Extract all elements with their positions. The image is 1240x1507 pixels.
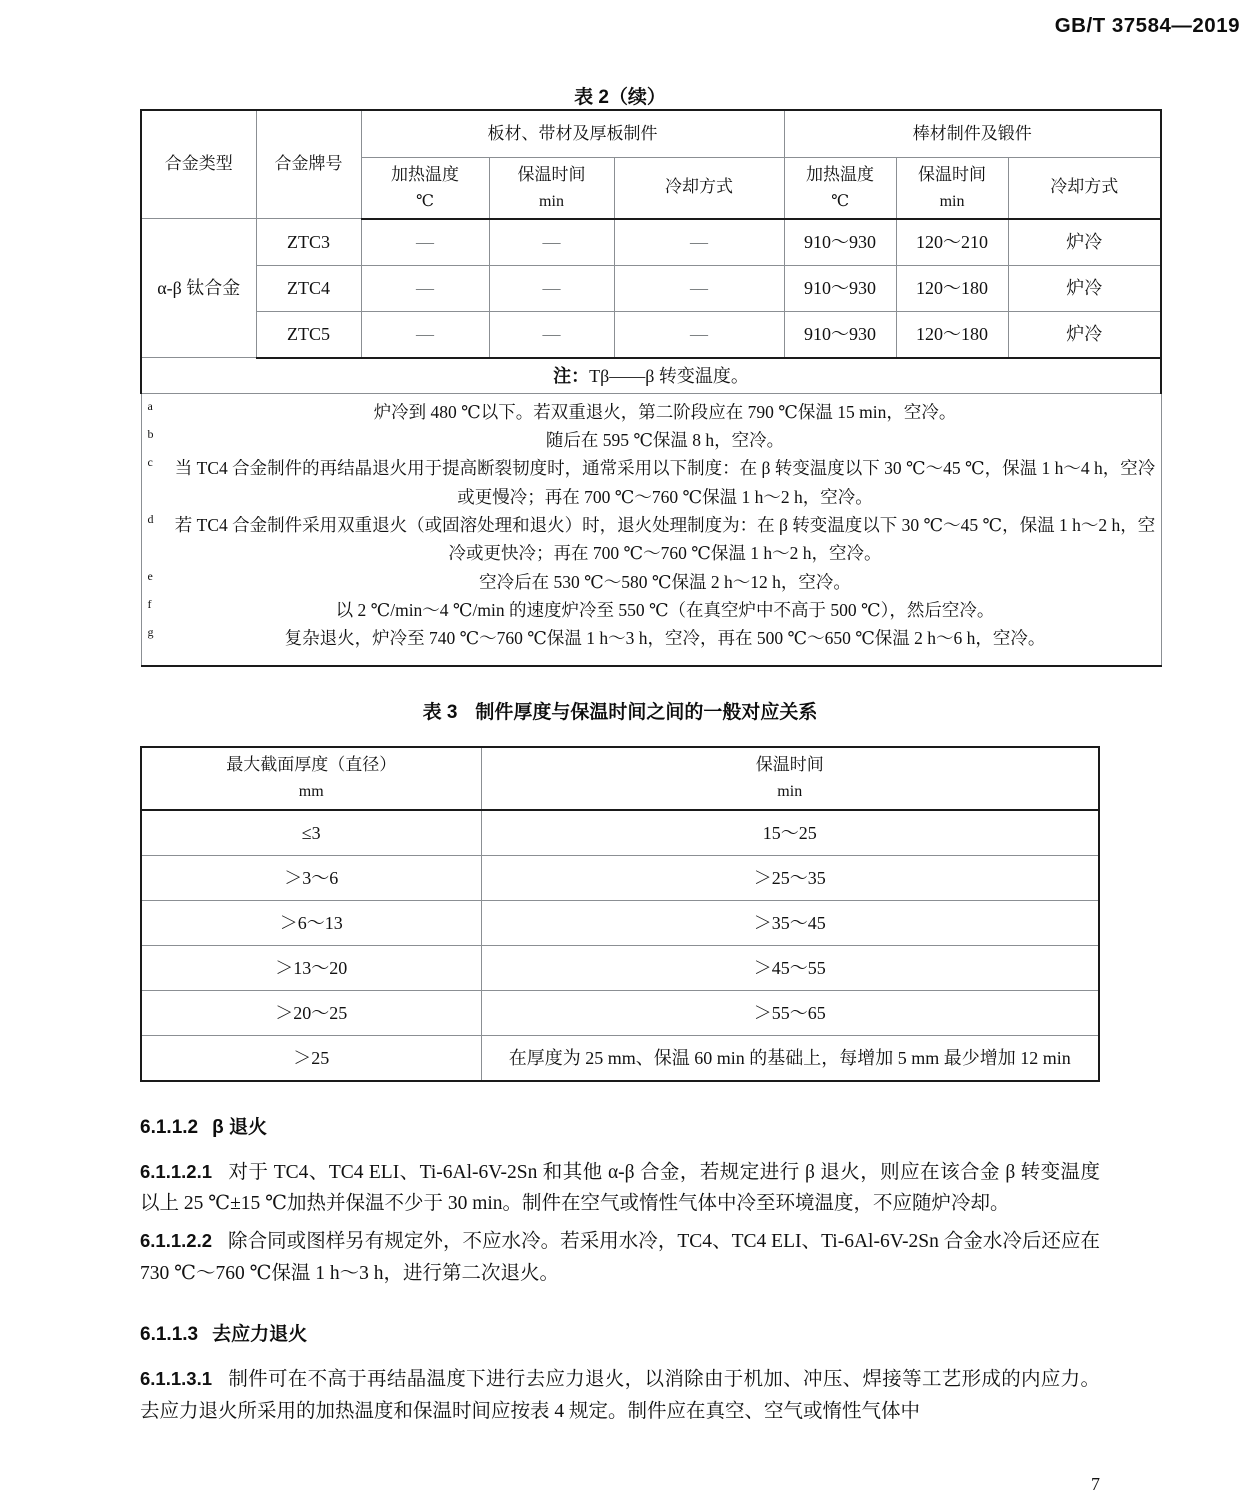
paragraph-6-1-1-3-1: [140, 1364, 1100, 1427]
table3-caption: [140, 697, 1100, 724]
running-header-standard-number: GB/T 37584—2019: [1054, 14, 1240, 37]
footnote-mark: f: [147, 597, 152, 611]
th-bar-hold-time-label: 保温时间: [918, 165, 987, 184]
table2-note: [141, 358, 1161, 394]
td-grade: ZTC5: [256, 311, 361, 358]
td-sheet-temp: —: [361, 219, 489, 266]
paragraph-6-1-1-2-2: [140, 1226, 1100, 1289]
paragraph-text: 除合同或图样另有规定外，不应水冷。若采用水冷，TC4、TC4 ELI、Ti-6Al-6V-2Sn 合金水冷后还应在 730 ℃～760 ℃保温 1 h～3 h，进行第二次退火。: [140, 1230, 1100, 1284]
table3-caption-label: 表 3: [422, 701, 458, 723]
table2-note-row: [141, 358, 1161, 394]
table2-footnotes-row: [141, 393, 1161, 666]
td-bar-time: 120～180: [896, 265, 1008, 311]
section-heading-6-1-1-3: [140, 1319, 1100, 1346]
section-number: 6.1.1.2: [140, 1116, 199, 1138]
section-title: 去应力退火: [212, 1324, 308, 1346]
td-sheet-time: —: [489, 219, 614, 266]
td-thickness: ＞6～13: [141, 900, 481, 945]
footnote-item: [144, 511, 1159, 568]
table-row: [141, 945, 1099, 990]
section-number: 6.1.1.3: [140, 1324, 199, 1346]
th-group-sheet: 板材、带材及厚板制件: [361, 110, 784, 158]
footnote-mark: e: [147, 568, 153, 583]
table-row: [141, 1035, 1099, 1081]
paragraph-number: 6.1.1.2.1: [140, 1160, 213, 1182]
td-bar-cool: 炉冷: [1008, 311, 1161, 358]
footnote-mark: a: [147, 398, 153, 413]
td-time: 在厚度为 25 mm、保温 60 min 的基础上，每增加 5 mm 最少增加 12 min: [481, 1035, 1099, 1081]
td-bar-temp: 910～930: [784, 311, 896, 358]
td-thickness: ＞3～6: [141, 855, 481, 900]
table-row: [141, 810, 1099, 856]
footnote-mark: b: [147, 426, 154, 441]
footnote-item: [144, 596, 1159, 624]
footnote-text: 以 2 ℃/min～4 ℃/min 的速度炉冷至 550 ℃（在真空炉中不高于 500 ℃），然后空冷。: [335, 600, 995, 620]
page-number: 7: [1091, 1474, 1100, 1494]
paragraph-number: 6.1.1.2.2: [140, 1229, 213, 1251]
footnote-text: 炉冷到 480 ℃以下。若双重退火，第二阶段应在 790 ℃保温 15 min，空冷。: [373, 401, 957, 422]
td-time: ＞25～35: [481, 855, 1099, 900]
table-3: [140, 746, 1100, 1082]
td-thickness: ＞13～20: [141, 945, 481, 990]
th-sheet-heat-temp-label: 加热温度: [391, 165, 459, 184]
table-row: [141, 900, 1099, 945]
td-thickness: ＞25: [141, 1035, 481, 1081]
th-sheet-heat-temp: [361, 158, 489, 219]
th-bar-heat-temp-unit: ℃: [831, 192, 849, 210]
th-max-thickness-label: 最大截面厚度（直径）: [226, 754, 397, 774]
table-row: [141, 990, 1099, 1035]
table3-caption-title: 制件厚度与保温时间之间的一般对应关系: [475, 701, 818, 723]
footnote-item: [144, 568, 1159, 596]
footnote-item: [144, 398, 1159, 426]
td-time: ＞35～45: [481, 900, 1099, 945]
section-heading-6-1-1-2: [140, 1112, 1100, 1139]
footnote-mark: d: [147, 511, 154, 526]
td-time: ＞55～65: [481, 990, 1099, 1035]
th-bar-hold-time-unit: min: [939, 192, 965, 210]
note-text: Tβ——β 转变温度。: [589, 365, 749, 386]
th-sheet-hold-time-unit: min: [539, 192, 564, 210]
th-bar-heat-temp: [784, 158, 896, 219]
footnote-item: [144, 426, 1159, 454]
footnote-text: 若 TC4 合金制件采用双重退火（或固溶处理和退火）时，退火处理制度为：在 β 转变温度以下 30 ℃～45 ℃，保温 1 h～2 h，空冷或更快冷；再在 700 ℃～760 ℃保温 1 h～2 h，空冷。: [174, 514, 1156, 564]
td-sheet-cool: —: [614, 265, 784, 311]
footnote-text: 空冷后在 530 ℃～580 ℃保温 2 h～12 h，空冷。: [479, 571, 851, 592]
td-sheet-time: —: [489, 265, 614, 311]
th-max-thickness-unit: mm: [298, 783, 324, 801]
th-sheet-cooling: 冷却方式: [614, 158, 784, 219]
th-sheet-heat-temp-unit: ℃: [416, 192, 434, 210]
footnote-mark: g: [147, 625, 154, 640]
th-alloy-type: 合金类型: [141, 110, 256, 219]
td-bar-cool: 炉冷: [1008, 219, 1161, 266]
th-group-bar: 棒材制件及锻件: [784, 110, 1161, 158]
th-bar-cooling: 冷却方式: [1008, 158, 1161, 219]
th-hold-time-label: 保温时间: [755, 754, 824, 774]
th-hold-time-unit: min: [777, 783, 803, 801]
td-sheet-cool: —: [614, 219, 784, 266]
table2-footnotes: [141, 393, 1161, 666]
td-thickness: ≤3: [141, 810, 481, 856]
td-bar-time: 120～180: [896, 311, 1008, 358]
td-bar-temp: 910～930: [784, 265, 896, 311]
td-thickness: ＞20～25: [141, 990, 481, 1035]
td-bar-time: 120～210: [896, 219, 1008, 266]
td-alloy-type-alpha-beta: α-β 钛合金: [141, 219, 256, 358]
td-bar-temp: 910～930: [784, 219, 896, 266]
td-bar-cool: 炉冷: [1008, 265, 1161, 311]
footnote-text: 当 TC4 合金制件的再结晶退火用于提高断裂韧度时，通常采用以下制度：在 β 转变温度以下 30 ℃～45 ℃，保温 1 h～4 h，空冷或更慢冷；再在 700 ℃～760 ℃保温 1 h～2 h，空冷。: [174, 458, 1156, 507]
footnote-item: [144, 624, 1159, 652]
paragraph-text: 对于 TC4、TC4 ELI、Ti-6Al-6V-2Sn 和其他 α-β 合金，若规定进行 β 退火，则应在该合金 β 转变温度以上 25 ℃±15 ℃加热并保温不少于 30 min。制件在空气或惰性气体中冷至环境温度，不应随炉冷却。: [140, 1161, 1100, 1215]
th-bar-heat-temp-label: 加热温度: [806, 165, 875, 184]
footnote-mark: c: [147, 455, 153, 470]
table-row: [141, 219, 1161, 266]
table2-caption: 表 2（续）: [574, 87, 666, 108]
th-hold-time: [481, 747, 1099, 810]
td-sheet-temp: —: [361, 311, 489, 358]
section-title: β 退火: [212, 1116, 267, 1138]
td-time: ＞45～55: [481, 945, 1099, 990]
paragraph-text: 制件可在不高于再结晶温度下进行去应力退火，以消除由于机加、冲压、焊接等工艺形成的内应力。去应力退火所采用的加热温度和保温时间应按表 4 规定。制件应在真空、空气或惰性气体中: [140, 1369, 1100, 1422]
th-sheet-hold-time-label: 保温时间: [517, 165, 586, 184]
th-max-thickness: [141, 747, 481, 810]
td-sheet-temp: —: [361, 265, 489, 311]
td-sheet-time: —: [489, 311, 614, 358]
footnote-text: 复杂退火，炉冷至 740 ℃～760 ℃保温 1 h～3 h，空冷，再在 500 ℃～650 ℃保温 2 h～6 h，空冷。: [284, 628, 1046, 649]
paragraph-6-1-1-2-1: [140, 1157, 1100, 1220]
th-sheet-hold-time: [489, 158, 614, 219]
table-row: [141, 311, 1161, 358]
paragraph-number: 6.1.1.3.1: [140, 1368, 213, 1390]
th-bar-hold-time: [896, 158, 1008, 219]
table2-header-row-1: [141, 110, 1161, 158]
table-row: [141, 855, 1099, 900]
table-row: [141, 265, 1161, 311]
td-time: 15～25: [481, 810, 1099, 856]
td-sheet-cool: —: [614, 311, 784, 358]
footnote-item: [144, 454, 1159, 511]
th-alloy-grade: 合金牌号: [256, 110, 361, 219]
td-grade: ZTC3: [256, 219, 361, 266]
td-grade: ZTC4: [256, 265, 361, 311]
table-2-continued: [140, 109, 1162, 667]
footnote-text: 随后在 595 ℃保温 8 h，空冷。: [545, 429, 785, 450]
note-label: 注：: [553, 365, 590, 386]
table3-header-row: [141, 747, 1099, 810]
